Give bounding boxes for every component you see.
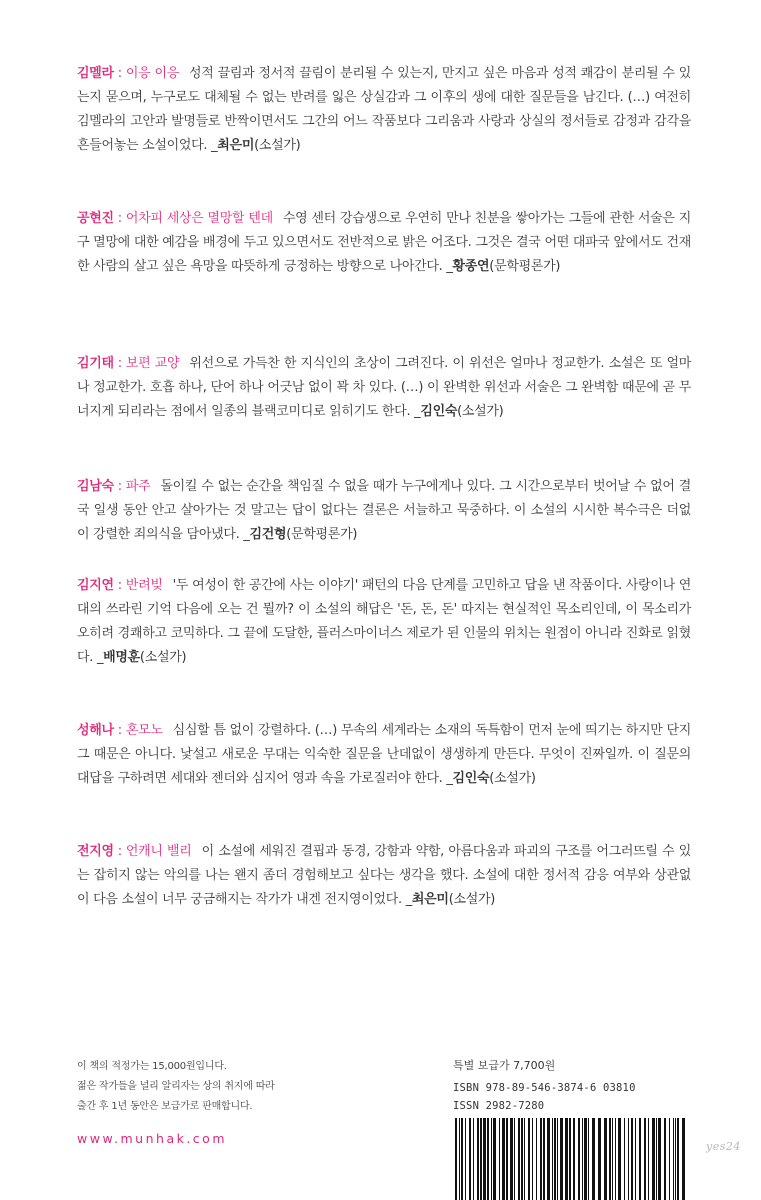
price-notice	[77, 1057, 377, 1117]
story-title: 파주	[125, 479, 151, 494]
critic-role: (소설가)	[139, 650, 187, 665]
publisher-website[interactable]: www.munhak.com	[77, 1131, 228, 1146]
barcode-bar	[547, 1118, 550, 1200]
story-title: 보편 교양	[125, 356, 180, 371]
barcode-bar	[658, 1118, 661, 1200]
barcode-bar	[569, 1118, 571, 1200]
critic-name: 황종연	[452, 259, 490, 274]
author-name: 공현진	[77, 211, 114, 226]
critic-name: 김인숙	[452, 771, 490, 786]
barcode-bar	[573, 1118, 575, 1200]
review-body: 수영 센터 강습생으로 우연히 만나 친분을 쌓아가는 그들에 관한 서술은 지구 멸망에 대한 예감을 배경에 두고 있으면서도 전반적으로 밝은 어조다. 그것은 결국 어떤 대파국 앞에서도 건재한 사람의 살고 싶은 욕망을 따뜻하게 긍정하는 방향으로 나아간다.	[77, 211, 691, 274]
critic-credit	[211, 138, 300, 153]
separator: :	[117, 356, 122, 371]
review-body: 위선으로 가득찬 한 지식인의 초상이 그려진다. 이 위선은 얼마나 정교한가. 소설은 또 얼마나 정교한가. 호흡 하나, 단어 하나 어긋남 없이 꽉 차 있다. (…) 이 완벽한 위선과 서술은 그 완벽함 때문에 곧 무너지게 되리라는 점에서 일종의 블랙코미디로 읽히기도 한다.	[77, 356, 691, 419]
watermark-logo: yes24	[706, 1140, 741, 1153]
barcode-bar	[521, 1118, 523, 1200]
barcode-bar	[473, 1118, 474, 1200]
barcode-bar	[604, 1118, 607, 1200]
barcode-bar	[644, 1118, 646, 1200]
barcode-bar	[673, 1118, 674, 1200]
issn-number: ISSN 2982-7280	[453, 1100, 545, 1112]
review-body: '두 여성이 한 공간에 사는 이야기' 패턴의 다음 단계를 고민하고 답을 낸 작품이다. 사랑이나 연대의 쓰라린 기억 다음에 오는 건 뭘까? 이 소설의 해답은 '돈, 돈, 돈' 따지는 현실적인 목소리인데, 이 목소리가 오히려 경쾌하고 코믹하다. 그 끝에 도달한, 플러스마이너스 제로가 된 인물의 위치는 원점이 아니라 진화로 읽혔다.	[77, 578, 691, 665]
barcode-bar	[635, 1118, 636, 1200]
barcode-bar	[618, 1118, 621, 1200]
barcode-bar	[532, 1118, 533, 1200]
barcode-bar	[540, 1118, 542, 1200]
barcode-bar	[510, 1118, 513, 1200]
barcode-bar	[578, 1118, 580, 1200]
author-name: 성해나	[77, 723, 114, 738]
critic-credit	[406, 892, 495, 907]
barcode-bar	[518, 1118, 520, 1200]
separator: :	[117, 723, 122, 738]
barcode-bar	[469, 1118, 471, 1200]
barcode-bar	[648, 1118, 649, 1200]
credit-prefix: _	[243, 527, 250, 542]
story-title: 어차피 세상은 멸망할 텐데	[125, 211, 273, 226]
review-body: 이 소설에 세워진 결핍과 동경, 강함과 약함, 아름다움과 파괴의 구조를 어그러뜨릴 수 있는 잡히지 않는 악의를 나는 왠지 좀더 경험해보고 싶다는 생각을 했다. 소설에 대한 정서적 감응 여부와 상관없이 다음 소설이 너무 궁금해지는 작가가 내겐 전지영이었다.	[77, 844, 691, 907]
barcode-bar	[483, 1118, 486, 1200]
critic-name: 최은미	[411, 892, 449, 907]
review-jeon-jiyeong	[77, 840, 691, 912]
barcode-bar	[552, 1118, 553, 1200]
barcode-bar	[656, 1118, 657, 1200]
critic-role: (소설가)	[448, 892, 496, 907]
barcode-bar	[506, 1118, 508, 1200]
review-body: 심심할 틈 없이 강렬하다. (…) 무속의 세계라는 소재의 독특함이 먼저 눈에 띄기는 하지만 단지 그 때문은 아니다. 낯설고 새로운 무대는 익숙한 질문을 난데없이 생생하게 만든다. 무엇이 진짜일까. 이 질문의 대답을 구하려면 세대와 젠더와 심지어 영과 속을 가로질러야 한다.	[77, 723, 691, 786]
barcode-bar	[628, 1118, 629, 1200]
barcode-bar	[624, 1118, 625, 1200]
critic-name: 최은미	[217, 138, 255, 153]
review-body: 돌이킬 수 없는 순간을 책임질 수 없을 때가 누구에게나 있다. 그 시간으로부터 벗어날 수 없어 결국 일생 동안 안고 살아가는 것 말고는 답이 없다는 결론은 서늘하고 묵중하다. 이 소설의 시시한 복수극은 더없이 강렬한 죄의식을 담아냈다.	[77, 479, 691, 542]
barcode-bar	[491, 1118, 492, 1200]
barcode-bar	[675, 1118, 676, 1200]
author-name: 김기태	[77, 356, 114, 371]
barcode-bar	[677, 1118, 679, 1200]
author-name: 김지연	[77, 578, 114, 593]
barcode-bar	[682, 1118, 685, 1200]
barcode-bar	[612, 1118, 613, 1200]
credit-prefix: _	[446, 259, 453, 274]
review-kim-mella	[77, 62, 691, 158]
barcode-bar	[598, 1118, 601, 1200]
author-name: 김멜라	[77, 66, 114, 81]
barcode-bar	[615, 1118, 616, 1200]
story-title: 혼모노	[125, 723, 163, 738]
critic-role: (소설가)	[489, 771, 536, 786]
review-kim-namsuk	[77, 475, 691, 547]
barcode-bar	[565, 1118, 568, 1200]
credit-prefix: _	[211, 138, 218, 153]
notice-line: 젊은 작가들을 널리 알리자는 상의 취지에 따라	[77, 1081, 275, 1092]
separator: :	[117, 578, 122, 593]
critic-name: 김건형	[249, 527, 287, 542]
barcode-bar	[455, 1118, 457, 1200]
critic-role: (문학평론가)	[286, 527, 358, 542]
special-price: 특별 보급가 7,700원	[453, 1059, 556, 1072]
notice-line: 이 책의 적정가는 15,000원입니다.	[77, 1061, 227, 1072]
barcode-bar	[502, 1118, 505, 1200]
barcode-bar	[639, 1118, 641, 1200]
critic-name: 배명훈	[103, 650, 140, 665]
barcode-bar	[461, 1118, 463, 1200]
barcode-bar	[465, 1118, 466, 1200]
critic-credit	[414, 404, 503, 419]
barcode-bar	[631, 1118, 633, 1200]
barcode-bar	[514, 1118, 515, 1200]
barcode-bar	[609, 1118, 611, 1200]
review-seong-haena	[77, 719, 691, 791]
barcode-bar	[480, 1118, 482, 1200]
story-title: 언캐니 밸리	[125, 844, 192, 859]
critic-credit	[97, 650, 186, 665]
barcode-bar	[459, 1118, 460, 1200]
barcode-bar	[588, 1118, 589, 1200]
barcode-bar	[524, 1118, 525, 1200]
barcode-bar	[477, 1118, 479, 1200]
review-kim-jiyeon	[77, 574, 691, 670]
author-name: 김남숙	[77, 479, 114, 494]
review-gong-hyeonjin	[77, 207, 691, 279]
barcode-image	[453, 1118, 689, 1200]
isbn-block	[453, 1079, 636, 1115]
notice-line: 출간 후 1년 동안은 보급가로 판매합니다.	[77, 1101, 253, 1112]
credit-prefix: _	[414, 404, 421, 419]
separator: :	[117, 844, 122, 859]
barcode-bar	[487, 1118, 489, 1200]
critic-role: (소설가)	[457, 404, 504, 419]
credit-prefix: _	[405, 892, 412, 907]
credit-prefix: _	[446, 771, 453, 786]
critic-role: (소설가)	[254, 138, 301, 153]
story-title: 반려빚	[125, 578, 163, 593]
critic-credit	[243, 527, 357, 542]
barcode-bar	[499, 1118, 500, 1200]
barcode-bar	[528, 1118, 530, 1200]
barcode-bar	[543, 1118, 545, 1200]
isbn-number: ISBN 978-89-546-3874-6 03810	[453, 1082, 636, 1094]
barcode-bar	[554, 1118, 556, 1200]
barcode-bar	[664, 1118, 666, 1200]
barcode-bar	[584, 1118, 587, 1200]
critic-credit	[446, 771, 535, 786]
story-title: 이응 이응	[125, 66, 179, 81]
barcode-bar	[493, 1118, 496, 1200]
author-name: 전지영	[77, 844, 114, 859]
critic-credit	[446, 259, 560, 274]
barcode-bar	[652, 1118, 655, 1200]
review-body: 성적 끌림과 정서적 끌림이 분리될 수 있는지, 만지고 싶은 마음과 성적 쾌감이 분리될 수 있는지 묻으며, 누구로도 대체될 수 없는 반려를 잃은 상실감과 그 이후의 생에 대한 질문들을 남긴다. (…) 여전히 김멜라의 고안과 발명들로 반짝이면서도 그간의 어느 작품보다 그리움과 사랑과 상실의 정서들로 감정과 감각을 흔들어놓는 소설이었다.	[77, 66, 691, 153]
review-kim-gitae	[77, 352, 691, 424]
barcode-bar	[560, 1118, 563, 1200]
critic-role: (문학평론가)	[489, 259, 561, 274]
separator: :	[117, 211, 122, 226]
barcode-bar	[536, 1118, 537, 1200]
separator: :	[117, 66, 122, 81]
barcode-bar	[582, 1118, 583, 1200]
critic-name: 김인숙	[420, 404, 458, 419]
credit-prefix: _	[96, 650, 104, 665]
barcode-bar	[557, 1118, 558, 1200]
barcode-bar	[592, 1118, 595, 1200]
barcode-bar	[669, 1118, 670, 1200]
separator: :	[117, 479, 122, 494]
